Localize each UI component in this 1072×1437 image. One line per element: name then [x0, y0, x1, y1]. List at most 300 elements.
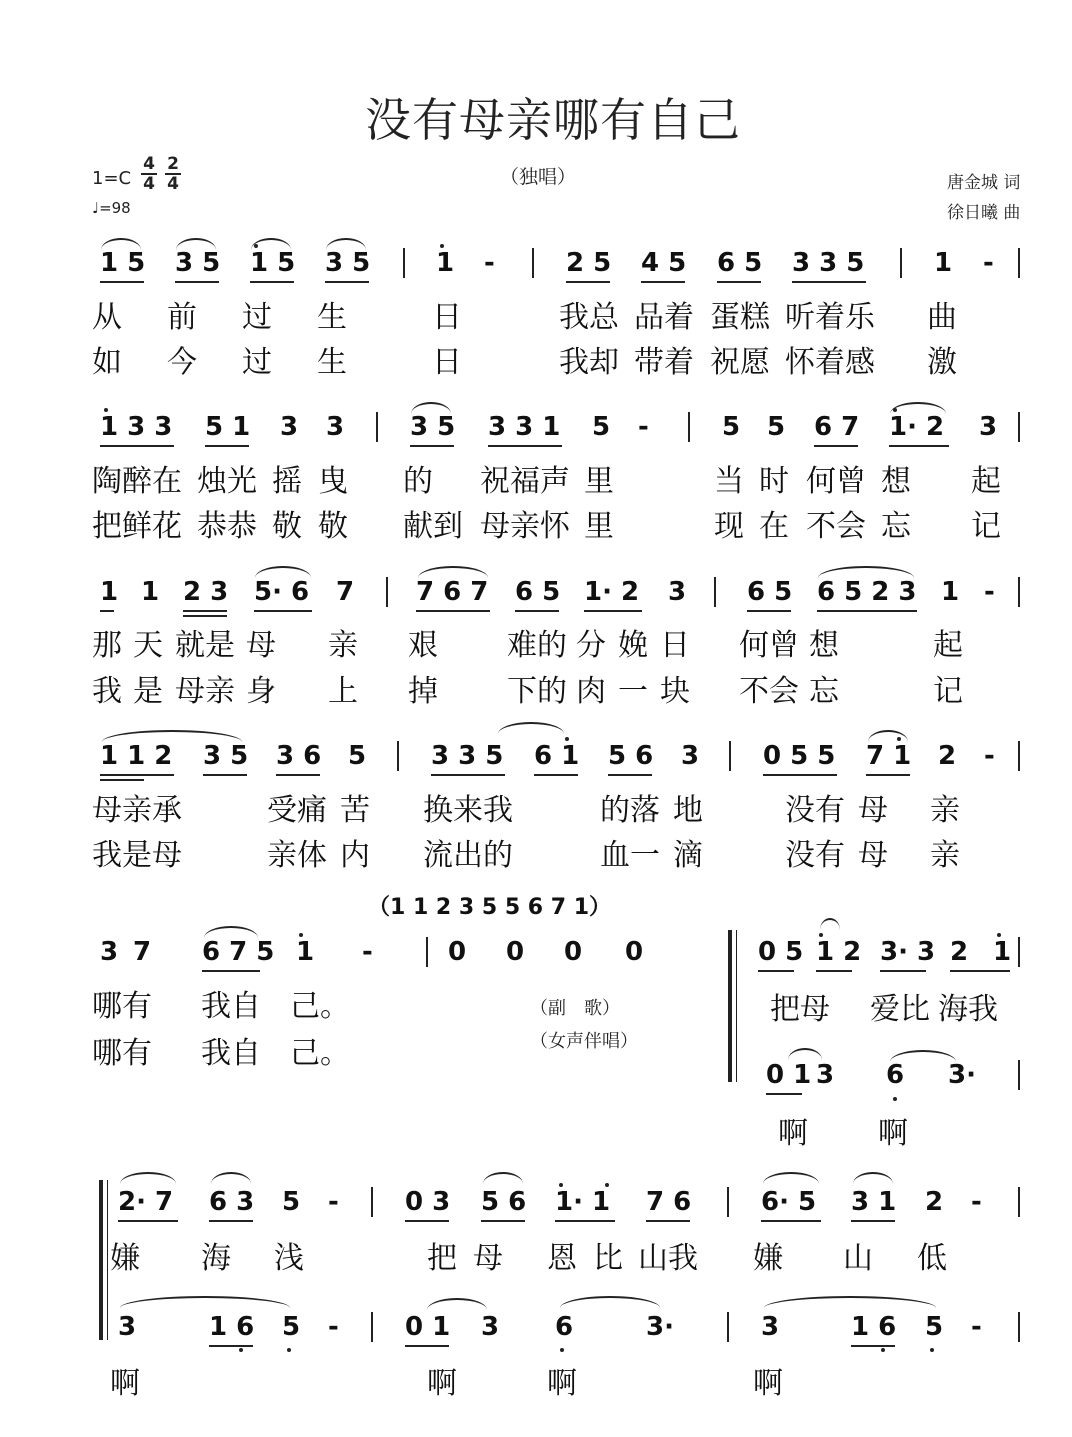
note-group: 1· 2: [889, 412, 945, 442]
lyric: 亲体: [267, 838, 327, 873]
beam: [203, 774, 247, 776]
barline: [376, 412, 378, 442]
note-group: 3: [280, 412, 299, 442]
lyric: 没有: [785, 793, 845, 828]
note-group: 2: [938, 741, 957, 771]
lyric: 是: [133, 674, 163, 709]
slur: [411, 402, 451, 414]
slur: [418, 566, 488, 578]
note-group: 5: [282, 1312, 301, 1342]
high-octave-dot: [997, 933, 1001, 937]
note-group: 3: [681, 741, 700, 771]
lyric: 我自: [201, 989, 261, 1024]
beam: [410, 445, 454, 447]
lyric: 啊: [110, 1366, 140, 1401]
lyric: 日: [432, 345, 462, 380]
lyric: 内: [340, 838, 370, 873]
system-bracket-thin: [736, 930, 737, 1082]
lyric: 何曾: [806, 464, 866, 499]
note-group: -: [638, 412, 649, 442]
lyric: 母亲: [175, 674, 235, 709]
interlude-notation: （1 1 2 3 5 5 6 7 1）: [368, 895, 612, 920]
note-group: -: [983, 248, 994, 278]
note-group: 1 3 3: [100, 412, 173, 442]
barline: [1018, 937, 1020, 967]
lyric: 不会: [739, 674, 799, 709]
lyric: 不会: [806, 509, 866, 544]
beam: [405, 1345, 449, 1347]
beam: [488, 445, 562, 447]
lyric: 陶醉在: [92, 464, 182, 499]
lyric: 在: [759, 509, 789, 544]
high-octave-dot: [605, 1183, 609, 1187]
time-sig-2-den: 4: [165, 173, 181, 193]
lyric: 恩: [547, 1241, 577, 1276]
barline: [1018, 577, 1020, 607]
lyric: 前: [167, 300, 197, 335]
lyric: 忘: [809, 674, 839, 709]
lyric: 滴: [673, 838, 703, 873]
beam: [566, 281, 610, 283]
slur: [763, 1172, 819, 1184]
note-group: 1: [296, 937, 315, 967]
lyric: 嫌: [110, 1241, 140, 1276]
beam: [851, 1345, 895, 1347]
lyric: 生: [317, 345, 347, 380]
beam: [175, 281, 219, 283]
note-group: 3 6: [276, 741, 322, 771]
note-group: -: [328, 1187, 339, 1217]
time-sig-2-num: 2: [167, 154, 179, 174]
note-group: 1 6: [209, 1312, 255, 1342]
note-group: -: [328, 1312, 339, 1342]
barline: [714, 577, 716, 607]
barline: [1018, 741, 1020, 771]
note-group: 3·: [948, 1060, 976, 1090]
lyric: 时: [759, 464, 789, 499]
note-group: 5: [722, 412, 741, 442]
lyric: 烛光: [197, 464, 257, 499]
lyric: 那: [92, 628, 122, 663]
note-group: 0: [625, 937, 644, 967]
beam: [325, 281, 369, 283]
lyric: 如: [92, 345, 122, 380]
slur: [890, 1050, 956, 1062]
lyric: 啊: [878, 1116, 908, 1151]
note-group: 5 6: [481, 1187, 527, 1217]
lyric: 肉: [576, 674, 606, 709]
barline: [1018, 1312, 1020, 1342]
note-group: 6 5: [717, 248, 763, 278]
lyric: 里: [584, 464, 614, 499]
slur: [483, 1172, 523, 1184]
lyric: 上: [328, 674, 358, 709]
lyric: 里: [584, 509, 614, 544]
lyric: 哪有: [92, 989, 152, 1024]
high-octave-dot: [440, 244, 444, 248]
high-octave-dot: [819, 933, 823, 937]
note-group: 6· 5: [761, 1187, 817, 1217]
lyric: 把: [427, 1241, 457, 1276]
lyric: 曳: [318, 464, 348, 499]
subtitle: （独唱）: [500, 166, 577, 188]
slur: [820, 918, 840, 930]
time-sig-1-num: 4: [143, 154, 155, 174]
lyric: 今: [167, 345, 197, 380]
chorus-label: （副 歌）: [530, 998, 620, 1019]
slur: [211, 1172, 251, 1184]
lyric: 日: [432, 300, 462, 335]
note-group: 2 3: [183, 577, 229, 607]
beam: [100, 779, 144, 781]
beam: [646, 1220, 690, 1222]
beam: [183, 610, 227, 612]
lyric: 敬: [272, 509, 302, 544]
note-group: 6 7: [814, 412, 860, 442]
time-signature-2: [165, 155, 181, 193]
note-group: 3: [118, 1312, 137, 1342]
note-group: 3: [100, 937, 119, 967]
note-group: 2: [925, 1187, 944, 1217]
chorus-subtitle: （女声伴唱）: [530, 1031, 638, 1052]
lyric: 娩: [618, 628, 648, 663]
beam: [766, 1093, 802, 1095]
beam: [763, 774, 837, 776]
lyric: 激: [927, 345, 957, 380]
low-octave-dot: [560, 1348, 564, 1352]
lyric: 过: [242, 345, 272, 380]
note-group: 5: [592, 412, 611, 442]
barline: [532, 248, 534, 278]
tempo-marking: ♩=98: [92, 199, 131, 217]
note-group: 3 3 5: [431, 741, 504, 771]
system-bracket-thin: [107, 1180, 108, 1340]
slur: [101, 238, 141, 250]
note-group: 1: [141, 577, 160, 607]
lyric: 山: [843, 1241, 873, 1276]
note-group: 1 6: [851, 1312, 897, 1342]
lyric: 生: [317, 300, 347, 335]
barline: [403, 248, 405, 278]
note-group: 3 5: [325, 248, 371, 278]
note-group: 0: [506, 937, 525, 967]
barline: [371, 1312, 373, 1342]
high-octave-dot: [104, 408, 108, 412]
note-group: 5: [767, 412, 786, 442]
beam: [100, 774, 174, 776]
lyric: 啊: [753, 1366, 783, 1401]
lyric: 摇: [272, 464, 302, 499]
note-group: 5 1: [205, 412, 251, 442]
slur: [868, 730, 908, 742]
note-group: -: [984, 741, 995, 771]
lyric: 海: [201, 1241, 231, 1276]
lyricist: 唐金城 词: [947, 173, 1021, 193]
lyric: 浅: [274, 1241, 304, 1276]
beam: [515, 610, 559, 612]
lyric: 记: [933, 674, 963, 709]
low-octave-dot: [893, 1097, 897, 1101]
lyric: 低: [917, 1241, 947, 1276]
note-group: 3 5: [175, 248, 221, 278]
high-octave-dot: [893, 408, 897, 412]
beam: [118, 1220, 178, 1222]
note-group: 3 5: [203, 741, 249, 771]
slur: [560, 1296, 660, 1308]
note-group: 0 1: [766, 1060, 812, 1090]
note-group: 3· 3: [880, 937, 936, 967]
lyric: 母亲怀: [480, 509, 570, 544]
beam: [950, 970, 1010, 972]
note-group: 7 6 7: [416, 577, 489, 607]
system-bracket: [728, 930, 732, 1082]
lyric: 换来我: [423, 793, 513, 828]
note-group: 3: [326, 412, 345, 442]
note-group: 5 6: [608, 741, 654, 771]
note-group: 3: [761, 1312, 780, 1342]
lyric: 母: [858, 838, 888, 873]
note-group: 3: [481, 1312, 500, 1342]
note-group: -: [484, 248, 495, 278]
note-group: 4 5: [641, 248, 687, 278]
lyric: 啊: [547, 1366, 577, 1401]
note-group: 3: [668, 577, 687, 607]
slur: [853, 1172, 893, 1184]
system-bracket: [99, 1180, 103, 1340]
beam: [717, 281, 761, 283]
beam: [880, 970, 926, 972]
beam: [250, 281, 294, 283]
low-octave-dot: [881, 1348, 885, 1352]
note-group: 3 3 5: [792, 248, 865, 278]
note-group: 7: [133, 937, 152, 967]
beam: [641, 281, 685, 283]
beam: [209, 1345, 253, 1347]
beam: [761, 1220, 821, 1222]
lyric: 比: [593, 1241, 623, 1276]
page-title: 没有母亲哪有自己: [365, 93, 741, 147]
barline: [1018, 248, 1020, 278]
low-octave-dot: [239, 1348, 243, 1352]
note-group: 3·: [646, 1312, 674, 1342]
barline: [1018, 1187, 1020, 1217]
note-group: 0 5: [758, 937, 804, 967]
lyric: 受痛: [267, 793, 327, 828]
lyric: 献到: [403, 509, 463, 544]
slur: [764, 1296, 936, 1308]
lyric: 蛋糕: [710, 300, 770, 335]
beam: [889, 445, 949, 447]
lyric: 品着: [634, 300, 694, 335]
lyric: 我却: [559, 345, 619, 380]
note-group: 6 5: [747, 577, 793, 607]
lyric: 亲: [930, 838, 960, 873]
low-octave-dot: [930, 1348, 934, 1352]
beam: [758, 970, 794, 972]
lyric: 听着乐: [785, 300, 875, 335]
lyric: 现: [714, 509, 744, 544]
note-group: 0 1: [405, 1312, 451, 1342]
barline: [729, 741, 731, 771]
note-group: 6 5 2 3: [817, 577, 917, 607]
note-group: 6 7 5: [202, 937, 275, 967]
slur: [818, 566, 914, 578]
lyric: 山我: [638, 1241, 698, 1276]
barline: [397, 741, 399, 771]
low-octave-dot: [287, 1348, 291, 1352]
lyric: 从: [92, 300, 122, 335]
beam: [100, 445, 174, 447]
note-group: 1: [934, 248, 953, 278]
beam: [481, 1220, 525, 1222]
beam: [534, 774, 578, 776]
beam: [100, 610, 114, 612]
note-group: 7 6: [646, 1187, 692, 1217]
lyric: 想: [881, 464, 911, 499]
note-group: 3: [979, 412, 998, 442]
barline: [900, 248, 902, 278]
beam: [851, 1220, 895, 1222]
note-group: 5: [348, 741, 367, 771]
lyric: 日: [660, 628, 690, 663]
lyric: 恭恭: [197, 509, 257, 544]
slur: [788, 1048, 822, 1060]
beam: [100, 281, 144, 283]
lyric: 当: [714, 464, 744, 499]
beam: [405, 1220, 449, 1222]
lyric: 曲: [927, 300, 957, 335]
note-group: 7: [336, 577, 355, 607]
lyric: 啊: [427, 1366, 457, 1401]
note-group: 0 5 5: [763, 741, 836, 771]
beam: [792, 281, 866, 283]
slur: [255, 566, 311, 578]
time-sig-1-den: 4: [141, 173, 157, 193]
note-group: 3: [816, 1060, 835, 1090]
note-group: 5· 6: [254, 577, 310, 607]
note-group: 2· 7: [118, 1187, 174, 1217]
lyric: 想: [809, 628, 839, 663]
lyric: 艰: [408, 628, 438, 663]
note-group: 6: [886, 1060, 905, 1090]
lyric: 母亲承: [92, 793, 182, 828]
lyric: 爱比: [870, 992, 930, 1027]
lyric: 没有: [785, 838, 845, 873]
barline: [727, 1312, 729, 1342]
barline: [688, 412, 690, 442]
lyric: 血一: [600, 838, 660, 873]
composer: 徐日曦 曲: [947, 203, 1021, 223]
beam: [202, 970, 260, 972]
slur: [120, 1296, 290, 1308]
lyric: 过: [242, 300, 272, 335]
lyric: 流出的: [423, 838, 513, 873]
note-group: -: [984, 577, 995, 607]
barline: [1018, 1060, 1020, 1090]
high-octave-dot: [565, 737, 569, 741]
note-group: -: [362, 937, 373, 967]
barline: [426, 937, 428, 967]
slur: [176, 238, 216, 250]
lyric: 己。: [290, 989, 350, 1024]
note-group: 1: [941, 577, 960, 607]
slur: [120, 1172, 176, 1184]
lyric: 的落: [600, 793, 660, 828]
beam: [183, 615, 227, 617]
beam: [814, 445, 858, 447]
lyric: 亲: [930, 793, 960, 828]
high-octave-dot: [299, 933, 303, 937]
lyric: 起: [971, 464, 1001, 499]
slur: [102, 730, 242, 742]
beam: [431, 774, 505, 776]
note-group: -: [971, 1187, 982, 1217]
note-group: 0: [448, 937, 467, 967]
lyric: 就是: [175, 628, 235, 663]
note-group: 0 3: [405, 1187, 451, 1217]
note-group: 5: [925, 1312, 944, 1342]
barline: [1018, 412, 1020, 442]
beam: [866, 774, 910, 776]
lyric: 哪有: [92, 1036, 152, 1071]
note-group: 3 3 1: [488, 412, 561, 442]
slur: [890, 402, 946, 414]
note-group: -: [971, 1312, 982, 1342]
lyric: 啊: [778, 1116, 808, 1151]
lyric: 下的: [507, 674, 567, 709]
lyric: 带着: [634, 345, 694, 380]
high-octave-dot: [254, 244, 258, 248]
lyric: 天: [133, 628, 163, 663]
note-group: 6 1: [534, 741, 580, 771]
lyric: 把鲜花: [92, 509, 182, 544]
note-group: 3 5: [410, 412, 456, 442]
lyric: 难的: [507, 628, 567, 663]
note-group: 6 3: [209, 1187, 255, 1217]
lyric: 身: [246, 674, 276, 709]
lyric: 我总: [559, 300, 619, 335]
beam: [276, 774, 320, 776]
lyric: 祝福声: [480, 464, 570, 499]
beam: [254, 610, 312, 612]
beam: [555, 1220, 615, 1222]
lyric: 的: [403, 464, 433, 499]
beam: [747, 610, 791, 612]
note-group: 0: [564, 937, 583, 967]
note-group: 1 5: [250, 248, 296, 278]
lyric: 一: [618, 674, 648, 709]
note-group: 1 2: [816, 937, 862, 967]
note-group: 1 1 2: [100, 741, 173, 771]
lyric: 块: [660, 674, 690, 709]
slur: [498, 722, 564, 734]
beam: [584, 610, 642, 612]
note-group: 3 1: [851, 1187, 897, 1217]
lyric: 记: [971, 509, 1001, 544]
note-group: 1 5: [100, 248, 146, 278]
slur: [204, 926, 258, 938]
lyric: 己。: [290, 1036, 350, 1071]
lyric: 起: [933, 628, 963, 663]
lyric: 分: [576, 628, 606, 663]
lyric: 忘: [881, 509, 911, 544]
barline: [371, 1187, 373, 1217]
lyric: 我是母: [92, 838, 182, 873]
lyric: 掉: [408, 674, 438, 709]
lyric: 把母: [770, 992, 830, 1027]
high-octave-dot: [897, 737, 901, 741]
note-group: 1· 2: [584, 577, 640, 607]
